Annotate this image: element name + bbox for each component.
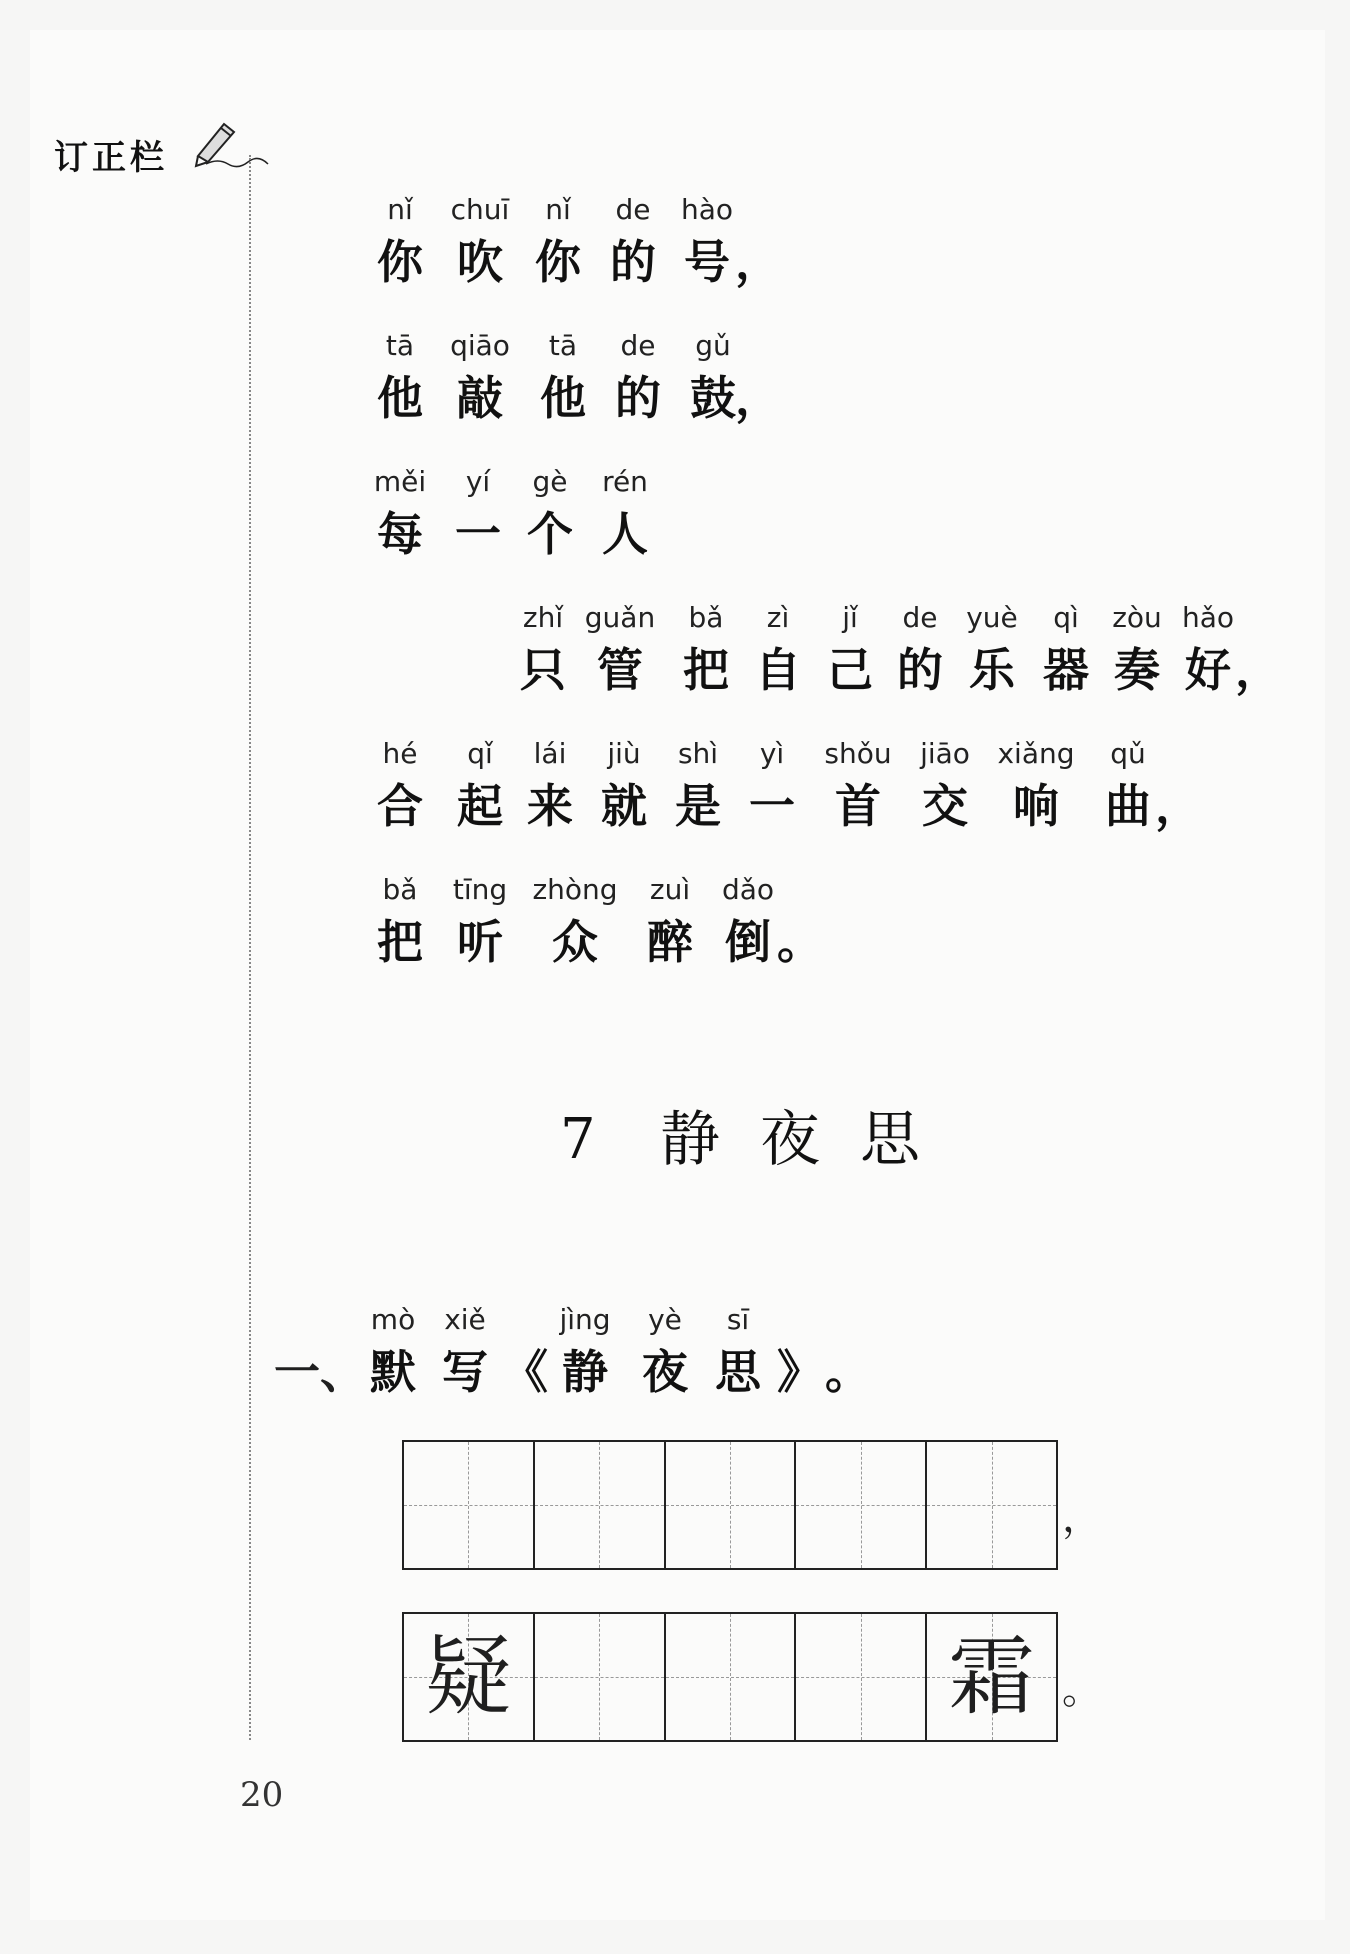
hanzi: 静	[562, 1345, 608, 1399]
pinyin: qì	[1053, 601, 1079, 634]
ruby-unit	[435, 870, 525, 974]
pinyin: nǐ	[545, 193, 571, 226]
writing-cell[interactable]	[927, 1442, 1056, 1568]
ruby-unit	[625, 870, 715, 974]
pinyin: xiǎng	[997, 737, 1075, 770]
grid-row-2-punctuation: 。	[1062, 1667, 1102, 1713]
pinyin: mò	[370, 1303, 416, 1336]
hanzi: 就	[601, 779, 647, 833]
hanzi: 首	[835, 779, 881, 833]
pinyin: tā	[548, 329, 578, 362]
hanzi: 听	[457, 915, 503, 969]
pinyin: yí	[465, 465, 491, 498]
hanzi: 夜	[642, 1345, 688, 1399]
pinyin: qǔ	[1110, 737, 1146, 770]
writing-cell[interactable]	[535, 1614, 666, 1740]
hanzi: 你	[377, 235, 423, 289]
hanzi: 一	[455, 507, 501, 561]
ruby-unit	[355, 462, 445, 566]
lesson-number: 7	[560, 1107, 596, 1172]
writing-cell[interactable]	[666, 1442, 797, 1568]
hanzi: 来	[527, 779, 573, 833]
pinyin: de	[902, 601, 938, 634]
pinyin	[1133, 734, 1223, 774]
pinyin: chuī	[450, 193, 510, 226]
lesson-title-char: 思	[860, 1105, 920, 1175]
pinyin: lái	[533, 737, 567, 770]
hanzi: 鼓	[690, 371, 736, 425]
pinyin: rén	[602, 465, 648, 498]
pinyin: de	[615, 193, 651, 226]
hanzi: ，	[1155, 779, 1201, 833]
hanzi: ，	[735, 371, 781, 425]
writing-grid-row-2[interactable]	[402, 1612, 1058, 1742]
pinyin: nǐ	[387, 193, 413, 226]
hanzi: 响	[1013, 779, 1059, 833]
hanzi: 他	[377, 371, 423, 425]
ruby-unit	[727, 734, 817, 838]
ruby-unit	[575, 598, 665, 702]
pinyin: qiāo	[450, 329, 510, 362]
hanzi: 的	[615, 371, 661, 425]
hanzi: 写	[442, 1345, 488, 1399]
pinyin: yè	[648, 1303, 682, 1336]
writing-grid-row-1[interactable]	[402, 1440, 1058, 1570]
pinyin: guǎn	[584, 601, 656, 634]
pinyin: zhòng	[532, 873, 618, 906]
pinyin: dǎo	[721, 873, 775, 906]
hanzi: 人	[602, 507, 648, 561]
pinyin: jiāo	[920, 737, 970, 770]
ruby-unit	[355, 734, 445, 838]
pinyin	[713, 190, 803, 230]
hanzi: ，	[1235, 643, 1281, 697]
hanzi: 起	[457, 779, 503, 833]
hanzi: 管	[597, 643, 643, 697]
margin-divider	[249, 155, 251, 1740]
pinyin: bǎ	[382, 873, 418, 906]
ruby-unit	[435, 190, 525, 294]
hanzi: 他	[540, 371, 586, 425]
hanzi: 倒	[725, 915, 771, 969]
pinyin: bǎ	[688, 601, 724, 634]
writing-cell[interactable]	[796, 1614, 927, 1740]
pinyin	[713, 326, 803, 366]
pinyin	[803, 1300, 893, 1340]
hanzi: 奏	[1114, 643, 1160, 697]
hanzi: 默	[370, 1345, 416, 1399]
pinyin: shǒu	[824, 737, 892, 770]
hanzi: 己	[827, 643, 873, 697]
question-number: 一、	[274, 1345, 366, 1399]
pinyin: zhǐ	[522, 601, 564, 634]
ruby-unit	[355, 190, 445, 294]
ruby-unit	[355, 326, 445, 430]
pinyin	[1213, 598, 1303, 638]
pinyin: tā	[385, 329, 415, 362]
hanzi: 合	[377, 779, 423, 833]
ruby-unit	[755, 870, 845, 974]
hanzi: ，	[735, 235, 781, 289]
hanzi: 醉	[647, 915, 693, 969]
hanzi: 众	[552, 915, 598, 969]
pinyin: hào	[680, 193, 734, 226]
hanzi: 器	[1043, 643, 1089, 697]
lesson-title	[0, 1100, 1350, 1180]
ruby-unit	[713, 326, 803, 430]
page-number: 20	[240, 1775, 284, 1815]
hanzi: 。	[825, 1345, 871, 1399]
hanzi: 是	[675, 779, 721, 833]
ruby-unit	[803, 1300, 893, 1404]
ruby-unit	[900, 734, 990, 838]
hanzi: 好	[1185, 643, 1231, 697]
hanzi: 的	[897, 643, 943, 697]
pinyin: měi	[373, 465, 427, 498]
pinyin: tīng	[452, 873, 508, 906]
hanzi: 个	[527, 507, 573, 561]
pinyin: zuì	[649, 873, 691, 906]
ruby-unit	[355, 870, 445, 974]
hanzi: 敲	[457, 371, 503, 425]
pinyin: hǎo	[1181, 601, 1235, 634]
writing-cell	[404, 1614, 535, 1740]
pinyin: yuè	[966, 601, 1018, 634]
pinyin: qǐ	[467, 737, 493, 770]
pinyin: zì	[766, 601, 790, 634]
pencil-icon	[188, 116, 272, 168]
hanzi: 交	[922, 779, 968, 833]
pinyin: yì	[759, 737, 785, 770]
hanzi: 乐	[969, 643, 1015, 697]
hanzi: 曲	[1105, 779, 1151, 833]
pinyin: jiù	[607, 737, 641, 770]
pinyin: zòu	[1112, 601, 1162, 634]
hanzi: 一	[749, 779, 795, 833]
hanzi: 《	[502, 1345, 548, 1399]
hanzi: 吹	[457, 235, 503, 289]
pinyin: sī	[726, 1303, 750, 1336]
ruby-unit	[540, 1300, 630, 1404]
given-char: 霜	[948, 1627, 1035, 1727]
given-char: 疑	[425, 1627, 512, 1727]
writing-cell[interactable]	[535, 1442, 666, 1568]
correction-column-label: 订正栏	[54, 138, 168, 178]
ruby-unit	[580, 462, 670, 566]
pinyin: jǐ	[842, 601, 858, 634]
lesson-title-char: 夜	[760, 1105, 820, 1175]
pinyin: shì	[677, 737, 719, 770]
ruby-unit	[1213, 598, 1303, 702]
pinyin: gǔ	[695, 329, 731, 362]
hanzi: 每	[377, 507, 423, 561]
writing-cell[interactable]	[796, 1442, 927, 1568]
pinyin	[755, 870, 845, 910]
ruby-unit	[435, 326, 525, 430]
ruby-unit	[713, 190, 803, 294]
pinyin: jìng	[559, 1303, 611, 1336]
hanzi: 把	[683, 643, 729, 697]
hanzi: 思	[715, 1345, 761, 1399]
ruby-unit	[530, 870, 620, 974]
ruby-unit	[813, 734, 903, 838]
pinyin: hé	[382, 737, 418, 770]
hanzi: 你	[535, 235, 581, 289]
hanzi: 只	[520, 643, 566, 697]
pinyin: gè	[532, 465, 568, 498]
pinyin: de	[620, 329, 656, 362]
pinyin: xiě	[444, 1303, 486, 1336]
hanzi: 自	[755, 643, 801, 697]
writing-cell[interactable]	[404, 1442, 535, 1568]
writing-cell[interactable]	[666, 1614, 797, 1740]
hanzi: 号	[684, 235, 730, 289]
ruby-unit	[1133, 734, 1223, 838]
hanzi: 把	[377, 915, 423, 969]
grid-row-1-punctuation: ，	[1062, 1495, 1102, 1541]
writing-cell	[927, 1614, 1056, 1740]
hanzi: 》	[777, 1345, 823, 1399]
hanzi: 。	[777, 915, 823, 969]
lesson-title-char: 静	[660, 1105, 720, 1175]
hanzi: 的	[610, 235, 656, 289]
ruby-unit	[991, 734, 1081, 838]
